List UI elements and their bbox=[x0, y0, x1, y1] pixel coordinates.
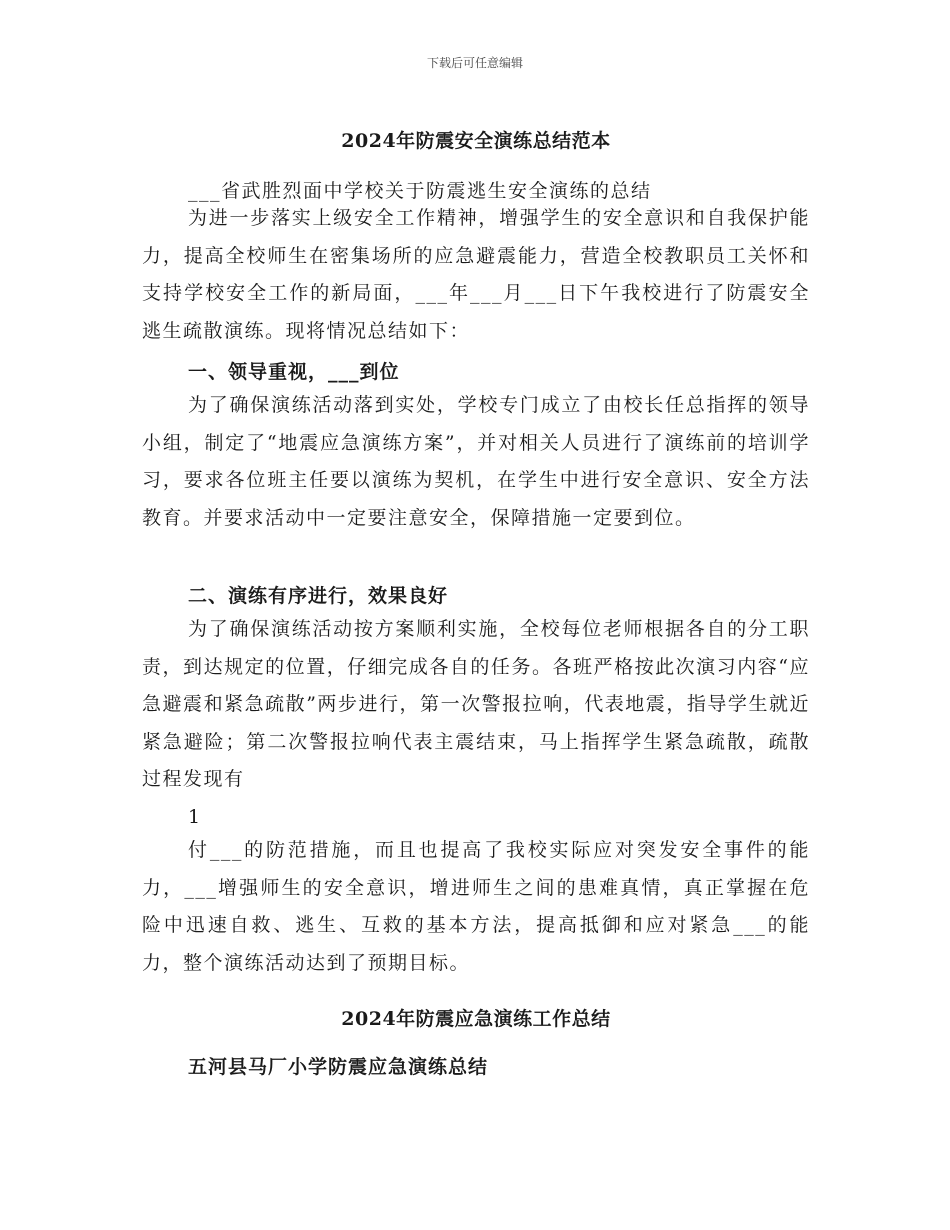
intro-paragraph: 为进一步落实上级安全工作精神，增强学生的安全意识和自我保护能力，提高全校师生在密集场所的应急避震能力，营造全校教职员工关怀和支持学校安全工作的新局面，___年___月___日下午我校进行了防震安全逃生疏散演练。现将情况总结如下： bbox=[142, 207, 810, 342]
section-2-paragraph: 为了确保演练活动按方案顺利实施，全校每位老师根据各自的分工职责，到达规定的位置，仔细完成各自的任务。各班严格按此次演习内容“应急避震和紧急疏散”两步进行，第一次警报拉响，代表地震，指导学生就近紧急避险；第二次警报拉响代表主震结束，马上指挥学生紧急疏散，疏散过程发现有 bbox=[142, 618, 810, 790]
page-header-note: 下载后可任意编辑 bbox=[426, 56, 523, 70]
document-title: 2024年防震安全演练总结范本 bbox=[341, 130, 611, 152]
section-heading-1: 一、领导重视，___到位 bbox=[188, 361, 400, 383]
section-heading-2: 二、演练有序进行，效果良好 bbox=[188, 585, 449, 607]
second-document-title: 2024年防震应急演练工作总结 bbox=[341, 1008, 611, 1030]
document-subtitle: ___省武胜烈面中学校关于防震逃生安全演练的总结 bbox=[188, 180, 652, 202]
section-1-paragraph: 为了确保演练活动落到实处，学校专门成立了由校长任总指挥的领导小组，制定了“地震应急演练方案”，并对相关人员进行了演练前的培训学习，要求各位班主任要以演练为契机，在学生中进行安全意识、安全方法教育。并要求活动中一定要注意安全，保障措施一定要到位。 bbox=[142, 394, 810, 529]
page-number: 1 bbox=[188, 806, 201, 828]
continuation-paragraph: 付___的防范措施，而且也提高了我校实际应对突发安全事件的能力，___增强师生的安全意识，增进师生之间的患难真情，真正掌握在危险中迅速自救、逃生、互救的基本方法，提高抵御和应对紧急___的能力，整个演练活动达到了预期目标。 bbox=[142, 839, 810, 974]
section-heading-3: 五河县马厂小学防震应急演练总结 bbox=[188, 1056, 489, 1078]
